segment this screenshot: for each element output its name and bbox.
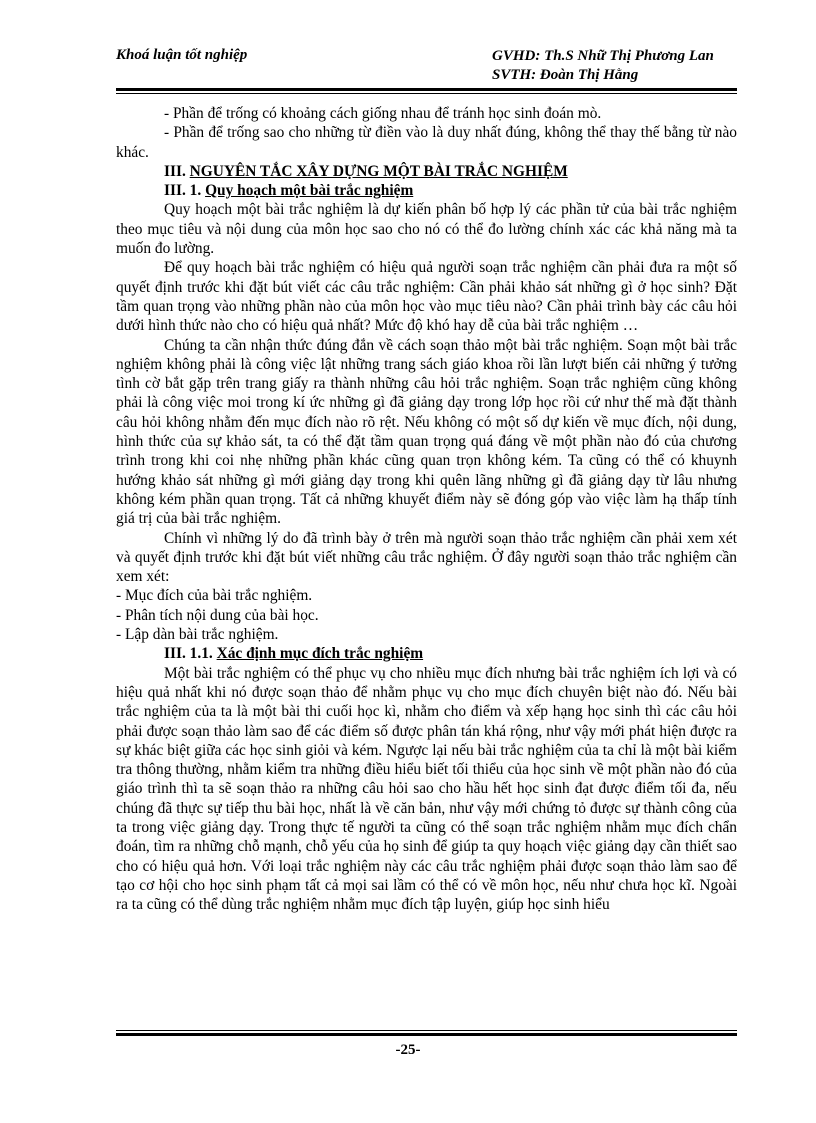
section-heading-iii	[116, 162, 737, 181]
header-supervisor: GVHD: Th.S Nhữ Thị Phương Lan	[492, 48, 714, 64]
page-number: -25-	[395, 1042, 421, 1058]
list-item-purpose: - Mục đích của bài trắc nghiệm.	[116, 587, 313, 605]
header-thesis-title: Khoá luận tốt nghiệp	[116, 47, 248, 63]
page-body	[116, 104, 737, 914]
header-student: SVTH: Đoàn Thị Hằng	[492, 67, 639, 83]
subsection-heading-iii-1	[116, 181, 737, 200]
subsection-heading-title-2: Xác định mục đích trắc nghiệm	[216, 645, 424, 663]
section-heading-number: III.	[164, 162, 190, 180]
section-heading-title: NGUYÊN TẮC XÂY DỰNG MỘT BÀI TRẮC NGHIỆM	[189, 162, 568, 180]
paragraph-test-purpose: Một bài trắc nghiệm có thể phục vụ cho nhiều mục đích nhưng bài trắc nghiệm ích lợi và có hiệu quả nhất khi nó được soạn thảo để nhằm phục vụ cho mục đích chuyên biệt nào đó. Nếu bài trắc nghiệm của ta là một bài thi cuối học kì, nhằm cho điểm và xếp hạng học sinh thì các câu hỏi phải được soạn thảo làm sao để các điểm số được phân tán khá rộng, như vậy mới phát hiện được ra sự khác biệt giữa các học sinh giỏi và kém. Ngược lại nếu bài trắc nghiệm của ta chỉ là một bài kiểm tra thông thường, nhằm kiểm tra những điều hiểu biết tối thiểu của học sinh về một phần nào đó của giáo trình thì ta sẽ soạn thảo ra những câu hỏi sao cho hầu hết học sinh đạt được điểm tối đa, nếu chúng đã thực sự tiếp thu bài học, nhất là về căn bản, như vậy mới chứng tỏ được sự thành công của ta trong việc giảng dạy. Trong thực tế người ta cũng có thể soạn trắc nghiệm nhằm mục đích chẩn đoán, tìm ra những chỗ mạnh, chỗ yếu của họ sinh để giúp ta quy hoạch việc giảng dạy cần thiết sao cho có hiệu quả hơn. Với loại trắc nghiệm này các câu trắc nghiệm phải được soạn thảo làm sao để tạo cơ hội cho học sinh phạm tất cả mọi sai lầm có thể có về môn học, nếu như chưa học kĩ. Ngoài ra ta cũng có thể dùng trắc nghiệm nhằm mục đích tập luyện, giúp học sinh hiểu	[116, 664, 737, 914]
subsection-heading-number-2: III. 1.1.	[164, 645, 217, 663]
header-rule-thin	[116, 93, 737, 94]
bullet-paragraph-1: - Phần để trống có khoảng cách giống nhau để tránh học sinh đoán mò.	[164, 105, 602, 122]
footer-rule-thick	[116, 1033, 737, 1036]
paragraph-drafting-awareness: Chúng ta cần nhận thức đúng đắn về cách soạn thảo một bài trắc nghiệm. Soạn một bài trắc nghiệm không phải là công việc lật những trang sách giáo khoa rồi lần lượt biến cải những ý tưởng tình cờ bắt gặp trên trang giấy ra thành những câu hỏi trắc nghiệm. Soạn trắc nghiệm cũng không phải là công việc moi trong kí ức những gì đã giảng dạy trong lớp học rồi cứ như thế mà đặt thành câu hỏi không nhằm đến mục đích nào rõ rệt. Nếu không có một số dự kiến về mục đích, nội dung, hình thức của sự khảo sát, ta có thể đặt tầm quan trọng quá đáng về một phần nào đó của chương trình trong khi coi nhẹ những phần khác cũng quan trọn không kém. Ta cũng có thể có khuynh hướng khảo sát những gì mới giảng dạy trong khi quên lãng những gì đã giảng dạy từ lâu nhưng không kém phần quan trọng. Tất cả những khuyết điểm này sẽ đóng góp vào việc làm hạ thấp tính giá trị của bài trắc nghiệm.	[116, 336, 737, 528]
footer-rule-thin	[116, 1030, 737, 1031]
subsection-heading-iii-1-1	[116, 644, 737, 663]
paragraph-planning-decisions: Để quy hoạch bài trắc nghiệm có hiệu quả người soạn trắc nghiệm cần phải đưa ra một số quyết định trước khi đặt bút viết các câu trắc nghiệm: Cần phải khảo sát những gì ở học sinh? Đặt tầm quan trọng vào những phần nào của môn học vào mục tiêu nào? Cần phải trình bày các câu hỏi dưới hình thức nào cho có hiệu quả nhất? Mức độ khó hay dễ của bài trắc nghiệm …	[116, 259, 737, 335]
header-author-block	[492, 47, 714, 85]
paragraph-planning-definition: Quy hoạch một bài trắc nghiệm là dự kiến phân bố hợp lý các phần tử của bài trắc nghiệm theo mục tiêu và nội dung của môn học sao cho nó có thể đo lường chính xác các khả năng mà ta muốn đo lường.	[116, 201, 737, 258]
bullet-paragraph-2: - Phần để trống sao cho những từ điền vào là duy nhất đúng, không thể thay thế bằng từ nào khác.	[116, 124, 737, 161]
paragraph-considerations-intro: Chính vì những lý do đã trình bày ở trên mà người soạn thảo trắc nghiệm cần phải xem xét và quyết định trước khi đặt bút viết những câu trắc nghiệm. Ở đây người soạn thảo trắc nghiệm cần xem xét:	[116, 529, 737, 586]
header-rule-thick	[116, 88, 737, 91]
list-item-content-analysis: - Phân tích nội dung của bài học.	[116, 606, 319, 624]
subsection-heading-number: III. 1.	[164, 182, 206, 200]
subsection-heading-title: Quy hoạch một bài trắc nghiệm	[205, 182, 414, 200]
list-item-test-outline: - Lập dàn bài trắc nghiệm.	[116, 626, 279, 644]
